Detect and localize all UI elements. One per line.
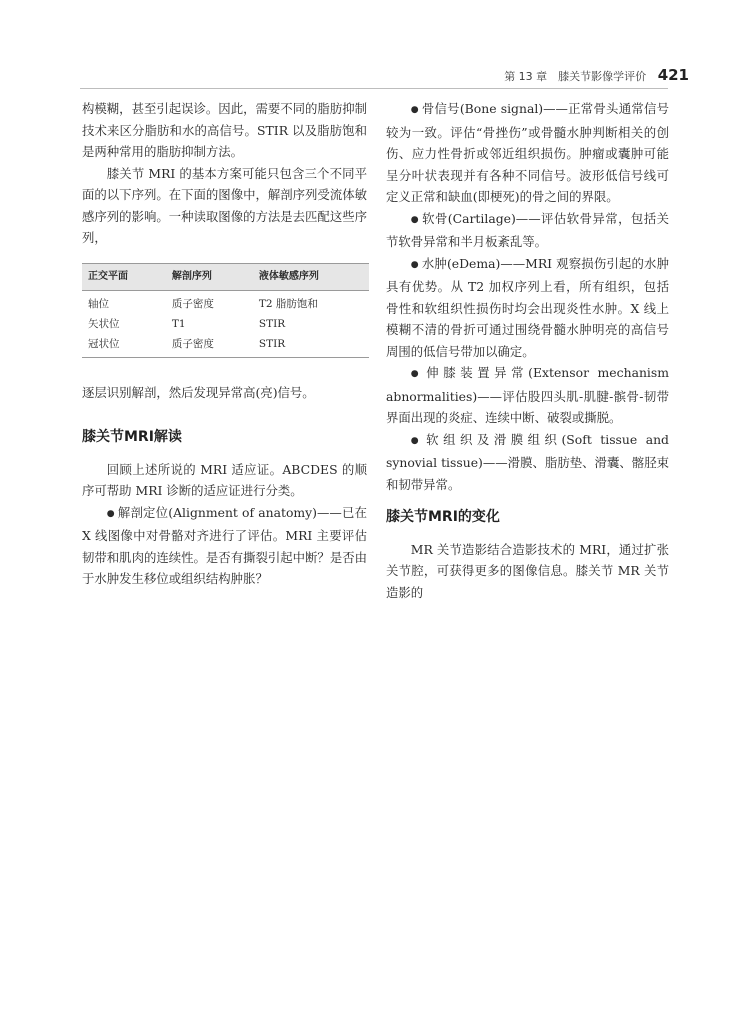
bullet-text: 伸膝装置异常(Extensor mechanism abnormalities)——评估股四头肌-肌腱-髌骨-韧带界面出现的炎症、连续中断、破裂或撕脱。	[386, 365, 670, 425]
table-row	[82, 314, 369, 334]
sequence-table	[82, 263, 369, 358]
table-cell: 质子密度	[171, 297, 214, 310]
table-cell: STIR	[253, 334, 369, 358]
left-column	[82, 98, 367, 590]
bullet-text: 解剖定位(Alignment of anatomy)——已在 X 线图像中对骨骼对齐进行了评估。MRI 主要评估韧带和肌肉的连续性。是否有撕裂引起中断？是否由于水肿发生移位或组织结构肿胀？	[82, 504, 367, 586]
bullet-icon: ●	[410, 214, 420, 225]
right-column	[386, 98, 669, 603]
bullet-item	[386, 253, 669, 363]
table-cell: 冠状位	[82, 334, 166, 358]
paragraph: 构模糊，甚至引起误诊。因此，需要不同的脂肪抑制技术来区分脂肪和水的高信号。STIR 以及脂肪饱和是两种常用的脂肪抑制方法。	[82, 101, 367, 159]
bullet-text: 软骨(Cartilage)——评估软骨异常，包括关节软骨异常和半月板紊乱等。	[386, 210, 670, 249]
bullet-text: 软组织及滑膜组织(Soft tissue and synovial tissue)——滑膜、脂肪垫、滑囊、髂胫束和韧带异常。	[386, 431, 669, 492]
paragraph: MR 关节造影结合造影技术的 MRI，通过扩张关节腔，可获得更多的图像信息。膝关节 MR 关节造影的	[386, 541, 669, 600]
bullet-text: 水肿(eDema)——MRI 观察损伤引起的水肿具有优势。从 T2 加权序列上看，所有组织，包括骨性和软组织性损伤时均会出现炎性水肿。X 线上模糊不清的骨折可通过围绕骨髓水肿明亮的高信号周围的低信号带加以确定。	[386, 255, 669, 359]
bullet-item	[386, 429, 669, 496]
table-cell: 质子密度	[166, 334, 253, 358]
table-header-row	[82, 263, 369, 290]
table-cell: T1	[171, 317, 186, 330]
table-header-cell: 解剖序列	[166, 263, 253, 290]
table-row	[82, 334, 369, 358]
bullet-icon: ●	[410, 369, 424, 379]
table-header-cell: 正交平面	[82, 263, 166, 290]
bullet-item	[82, 502, 367, 590]
table-cell: 矢状位	[88, 317, 120, 330]
header-rule	[80, 88, 668, 89]
table-cell: T2 脂肪饱和	[258, 297, 318, 310]
bullet-icon: ●	[410, 435, 424, 446]
paragraph: 膝关节 MRI 的基本方案可能只包含三个不同平面的以下序列。在下面的图像中，解剖序列受流体敏感序列的影响。一种读取图像的方法是去匹配这些序列，	[82, 165, 367, 245]
section-heading: 膝关节MRI解读	[82, 429, 182, 445]
chapter-title: 第 13 章 膝关节影像学评价	[504, 70, 647, 83]
running-head	[504, 66, 689, 84]
table-cell: 轴位	[88, 297, 109, 310]
paragraph: 回顾上述所说的 MRI 适应证。ABCDES 的顺序可帮助 MRI 诊断的适应证进行分类。	[82, 461, 367, 498]
bullet-item	[386, 362, 669, 429]
bullet-item	[386, 98, 669, 208]
bullet-icon: ●	[106, 508, 115, 519]
bullet-text: 骨信号(Bone signal)——正常骨头通常信号较为一致。评估“骨挫伤”或骨髓水肿判断相关的创伤、应力性骨折或邻近组织损伤。肿瘤或囊肿可能呈分叶状表现并有各种不同信号。波形低信号线可定义正常和缺血(即梗死)的骨之间的界限。	[386, 101, 669, 204]
paragraph: 逐层识别解剖，然后发现异常高(亮)信号。	[82, 384, 315, 400]
page-number: 421	[657, 66, 689, 84]
bullet-icon: ●	[410, 259, 419, 270]
section-heading: 膝关节MRI的变化	[386, 509, 500, 525]
bullet-icon: ●	[410, 105, 419, 115]
bullet-item	[386, 208, 669, 253]
table-cell: STIR	[258, 317, 286, 330]
table-header-cell: 液体敏感序列	[253, 263, 369, 290]
table-row	[82, 290, 369, 314]
